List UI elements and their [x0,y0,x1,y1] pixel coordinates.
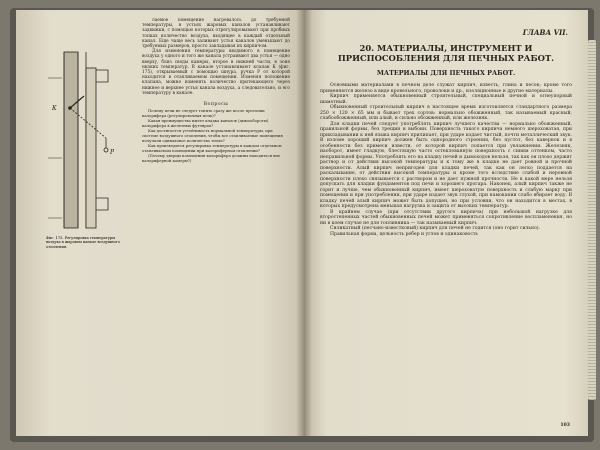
question-item: Почему печи не следует топить сразу же после протопки калорифера (регулировочная печь)? [142,108,265,118]
question-item: (Почему дверцы помещения калорифера должны находиться вне калориферной камеры?) [142,153,281,163]
paragraph: Для кладки печей следует употреблять кирпич лучшего качества — нормально обожженный, правильной формы, без трещин и выбоин. Поверхность такого кирпича немного шероховатая, при прикладывании к ней языка кирпич прилипает, при ударе издает чистый, почти металлический звук. В изломе хороший кирпич должен быть однородного строения, без пустот, без кавернок и в особенности без примеси извести, от которой кирпич лопается при увлажнении. Железняк, наоборот, имеет гладкую, блестящую часто остеклованную поверхность с синим оттенком, часто неправильной формы. Употреблять его на кладку печей и дымоходов нельзя, так как он плохо держит раствор и от действия высокой температуры и к тому же в кладке не дает ровной и прочной поверхности. Алый кирпич непригоден для кладки печей, так как он легко поддается на раскалывание, от действия высокой температуры и кроме того вследствие слабой и неровной поверхности плохо связывается с раствором и не дает нужной прочности. Не в какой мере нельзя допускать для кладки фундаментов под печи и хорошего прогара. Наконец, алый кирпич также не горит и лучше, чем обыкновенный кирпич, имеет шероховатую поверхность и слабую марку при помещении и при употреблении, при ударе издает звук глухой, при намокании слабо вбирает воду. В кладку печей алый кирпич может быть допущен, но при условии, что он находится в местах, в которых предусмотрена меньшая нагрузка и защита от высоких температур. [320,121,572,209]
question-item: Как производится регулировка температуры в каждом отдельном отапливаемом помещении при калориферном отоплении? [142,143,282,153]
paragraph: Силикатный (песчано-известковый) кирпич для печей не годится (оно горит сильно). [330,226,541,231]
right-page [304,10,588,436]
paragraph: лаемое помещение нагревалось до требуемой температуры, в устьях жаровых каналов устанавливают задвижки, с помощью которых отрегулировывают при пробных топках количество воздуха, входящее в каждый отдельный канал. Еще чаще весь заливают устья каналов уменьшают до требуемых размеров, просто закладывая их кирпичом. [142,18,290,50]
questions-title: Вопросы [203,102,229,108]
page-number: 103 [560,423,570,428]
paragraph: Обыкновенный строительный кирпич в настоящее время изготовляется стандартного размера 250 × 120 × 65 мм и бывает трех сортов: нормально обожженный, так называемый красный, слабообожженный, или алый, и сильно обожженный, или железняк. [320,105,572,121]
page-edges [588,40,596,400]
paragraph: Кирпич применяется обыкновенный строительный, специальный печной и огнеупорный шамотный. [320,94,572,105]
question-item: Как достигается устойчивость нормальной температуры, при системе воздушного отопления, чтобы все отапливаемые помещения получали одинаковое количество тепла? [142,128,283,143]
section-subtitle: МАТЕРИАЛЫ ДЛЯ ПЕЧНЫХ РАБОТ. [376,69,516,77]
label-k: К [52,105,57,112]
chapter-heading: ГЛАВА VII. [522,28,568,37]
label-p: Р [110,149,115,156]
paragraph: Правильная форма, цельность ребер и углов и одинаковость [330,231,478,237]
left-top-text [142,18,290,96]
questions-list [142,109,290,164]
paragraph: Для изменения температуры вводимого в помещение воздуха у одного и того же канала устраивают два устья — одно вверху, близ своды камеры, второе в нижней части, в зоне низких температур. В канале устанавливают клапан К (фиг. 175), открываемый с помощью шнура, ручка Р от которой находится в отапливаемом помещении. Изменяя положение клапана, можно изменять количество притекающего через нижнее и верхнее устья канала воздуха, а следовательно, и его температуру в канале. [142,49,290,96]
figure-175-illustration [46,48,120,233]
paragraph: В крайнем случае (при отсутствии другого кирпича) при небольшой нагрузке для второстепенных частей обыкновенных печей может применяться сопротивление воспламенения, но ни в коем случае не для топливника — так называемый кирпич. [320,209,572,226]
question-item: Какая преимущества имеет кладка каналов (дымообороты) калорифера в железных футлярах? [142,118,269,128]
right-body-text [320,83,572,237]
section-title: 20. МАТЕРИАЛЫ, ИНСТРУМЕНТ И ПРИСПОСОБЛЕНИЯ ДЛЯ ПЕЧНЫХ РАБОТ. [337,43,555,63]
figure-caption: Фиг. 175. Регулировка температуры воздуха в жаровом канале воздушного отопления. [46,236,120,249]
paragraph: Основными материалами в печном деле служат кирпич, известь, глина и песок; кроме того применяются железо в виде кровельного, проволоки и др., изоляционные и другие материалы. [320,83,572,94]
